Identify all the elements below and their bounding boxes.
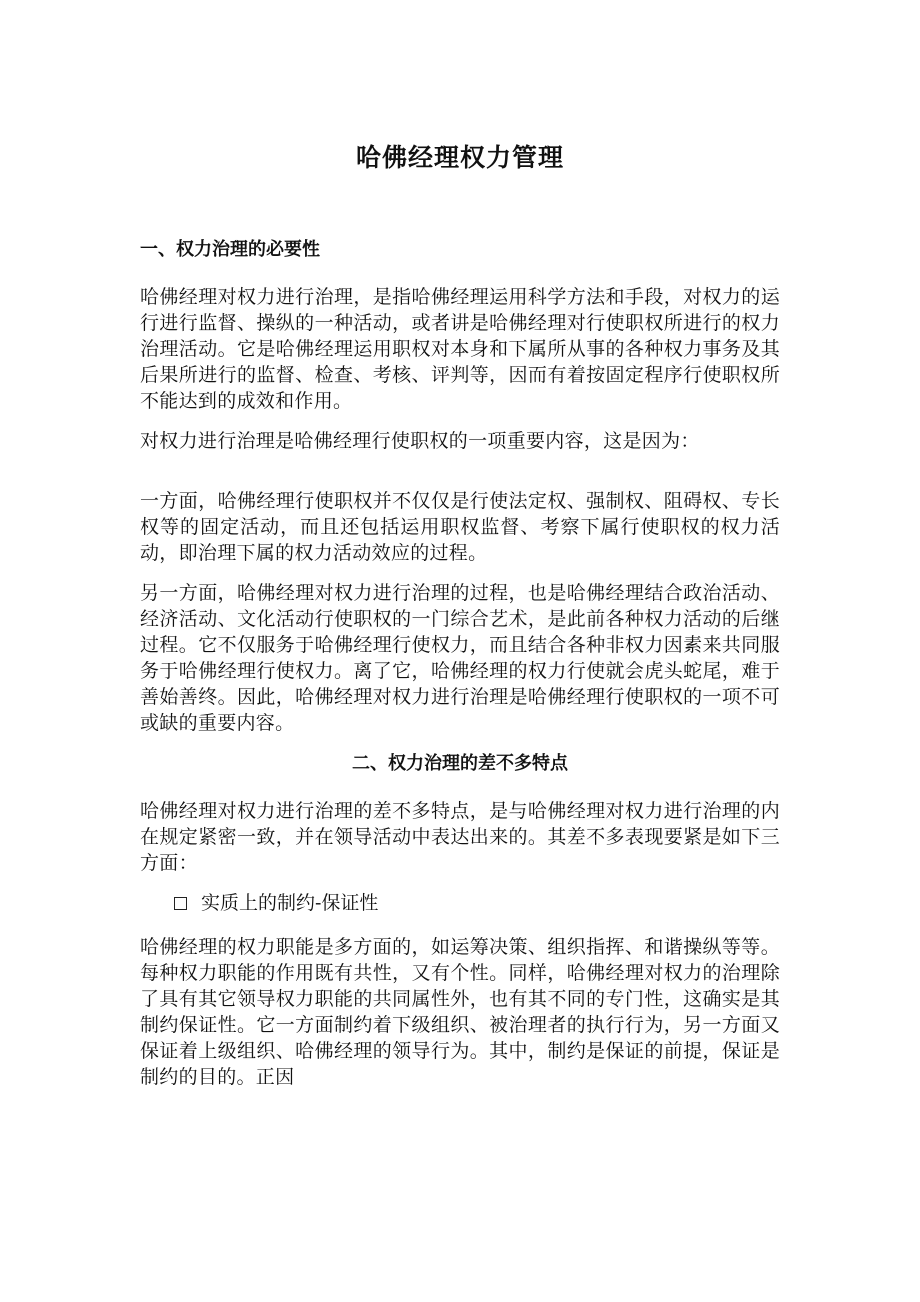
section-heading-2: 二、权力治理的差不多特点 [352, 753, 568, 774]
checkbox-list-item [174, 890, 780, 916]
checkbox-item-label: 实质上的制约-保证性 [201, 892, 379, 914]
paragraph: 哈佛经理对权力进行治理的差不多特点，是与哈佛经理对权力进行治理的内在规定紧密一致，并在领导活动中表达出来的。其差不多表现要紧是如下三方面： [140, 800, 780, 874]
paragraph: 对权力进行治理是哈佛经理行使职权的一项重要内容，这是因为： [140, 430, 700, 452]
document-title: 哈佛经理权力管理 [355, 143, 564, 172]
checkbox-icon [174, 897, 187, 910]
section-heading-1: 一、权力治理的必要性 [140, 239, 320, 260]
paragraph: 哈佛经理的权力职能是多方面的，如运筹决策、组织指挥、和谐操纵等等。每种权力职能的作用既有共性，又有个性。同样，哈佛经理对权力的治理除了具有其它领导权力职能的共同属性外，也有其不同的专门性，这确实是其制约保证性。它一方面制约着下级组织、被治理者的执行行为，另一方面又保证着上级组织、哈佛经理的领导行为。其中，制约是保证的前提，保证是制约的目的。正因 [140, 936, 780, 1088]
paragraph: 另一方面，哈佛经理对权力进行治理的过程，也是哈佛经理结合政治活动、经济活动、文化活动行使职权的一门综合艺术，是此前各种权力活动的后继过程。它不仅服务于哈佛经理行使权力，而且结合各种非权力因素来共同服务于哈佛经理行使权力。离了它，哈佛经理的权力行使就会虎头蛇尾，难于善始善终。因此，哈佛经理对权力进行治理是哈佛经理行使职权的一项不可或缺的重要内容。 [140, 582, 780, 734]
paragraph: 哈佛经理对权力进行治理，是指哈佛经理运用科学方法和手段，对权力的运行进行监督、操纵的一种活动，或者讲是哈佛经理对行使职权所进行的权力治理活动。它是哈佛经理运用职权对本身和下属所从事的各种权力事务及其后果所进行的监督、检查、考核、评判等，因而有着按固定程序行使职权所不能达到的成效和作用。 [140, 286, 780, 412]
paragraph: 一方面，哈佛经理行使职权并不仅仅是行使法定权、强制权、阻碍权、专长权等的固定活动，而且还包括运用职权监督、考察下属行使职权的权力活动，即治理下属的权力活动效应的过程。 [140, 490, 780, 564]
document-page [140, 140, 780, 1104]
